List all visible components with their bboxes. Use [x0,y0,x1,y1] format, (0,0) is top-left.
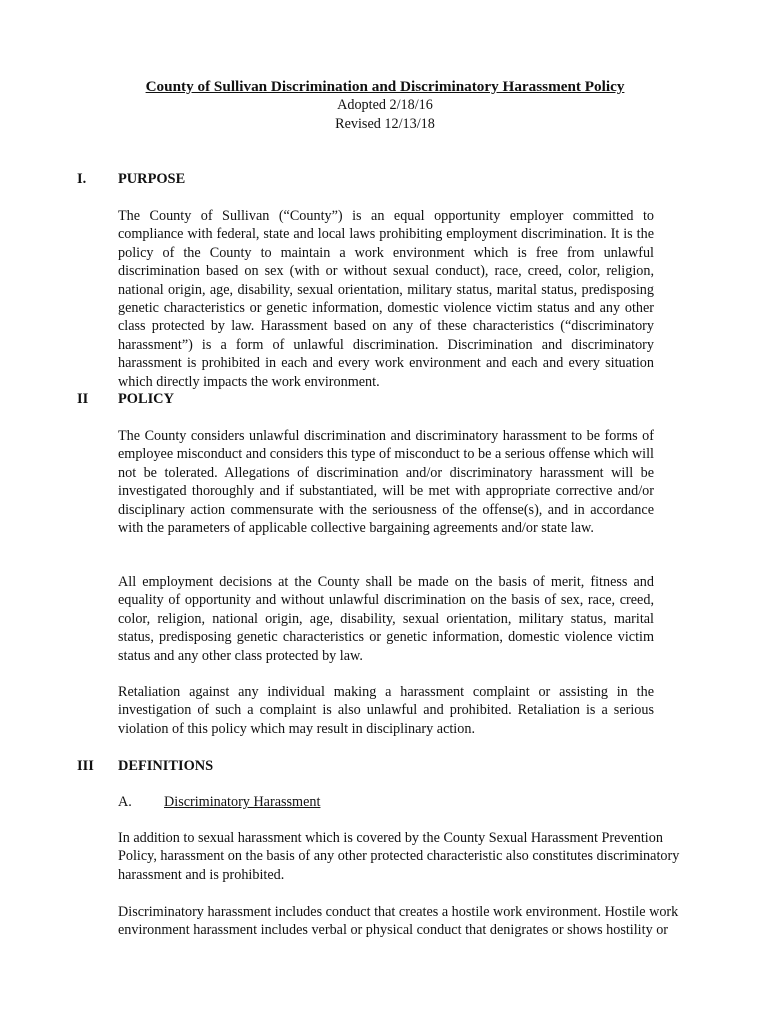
revised-date: Revised 12/13/18 [335,116,435,132]
title-block [0,77,770,134]
purpose-paragraph: The County of Sullivan (“County”) is an equal opportunity employer committed to compliance with federal, state and local laws prohibiting employment discrimination. It is the policy of the County to maintain a work environment which is free from unlawful discrimination based on sex (with or without sexual conduct), race, creed, color, religion, national origin, age, disability, sexual orientation, military status, marital status, predisposing genetic characteristics or genetic information, domestic violence victim status and any other class protected by law. Harassment based on any of these characteristics (“discriminatory harassment”) is a form of unlawful discrimination. Discrimination and discriminatory harassment is prohibited in each and every work environment and each and every situation which directly impacts the work environment. [118,208,654,390]
subsection-heading-a [118,793,320,811]
section-heading-purpose [77,170,185,188]
subsection-letter: A. [118,794,132,810]
policy-paragraph-3: Retaliation against any individual making a harassment complaint or assisting in the investigation of such a complaint is also unlawful and prohibited. Retaliation is a serious violation of this policy which may result in disciplinary action. [118,684,654,737]
section-title: DEFINITIONS [118,758,214,774]
section-title: PURPOSE [118,171,186,187]
policy-paragraph-1: The County considers unlawful discrimination and discriminatory harassment to be forms of employee misconduct and considers this type of misconduct to be a serious offense which will not be tolerated. Allegations of discrimination and/or discriminatory harassment will be investigated thoroughly and if substantiated, will be met with appropriate corrective and/or disciplinary action commensurate with the seriousness of the offense(s), and in accordance with the parameters of applicable collective bargaining agreements and/or state law. [118,428,654,537]
section-heading-definitions [77,757,213,775]
document-title: County of Sullivan Discrimination and Discriminatory Harassment Policy [145,78,625,95]
section-number: II [77,391,89,407]
section-number: I. [77,171,87,187]
section-title: POLICY [118,391,174,407]
section-number: III [77,758,94,774]
definitions-paragraph-1: In addition to sexual harassment which is covered by the County Sexual Harassment Prevention Policy, harassment on the basis of any other protected characteristic also constitutes discriminatory harassment and is prohibited. [118,830,680,883]
adopted-date: Adopted 2/18/16 [337,97,433,113]
section-heading-policy [77,390,174,408]
subsection-title: Discriminatory Harassment [164,794,321,810]
policy-paragraph-2: All employment decisions at the County shall be made on the basis of merit, fitness and equality of opportunity and without unlawful discrimination on the basis of sex, race, creed, color, religion, national origin, age, disability, sexual orientation, military status, marital status, predisposing genetic characteristics or genetic information, domestic violence victim status and any other class protected by law. [118,574,654,664]
definitions-paragraph-2: Discriminatory harassment includes conduct that creates a hostile work environment. Hostile work environment harassment includes verbal or physical conduct that denigrates or shows hostility or [118,904,679,939]
